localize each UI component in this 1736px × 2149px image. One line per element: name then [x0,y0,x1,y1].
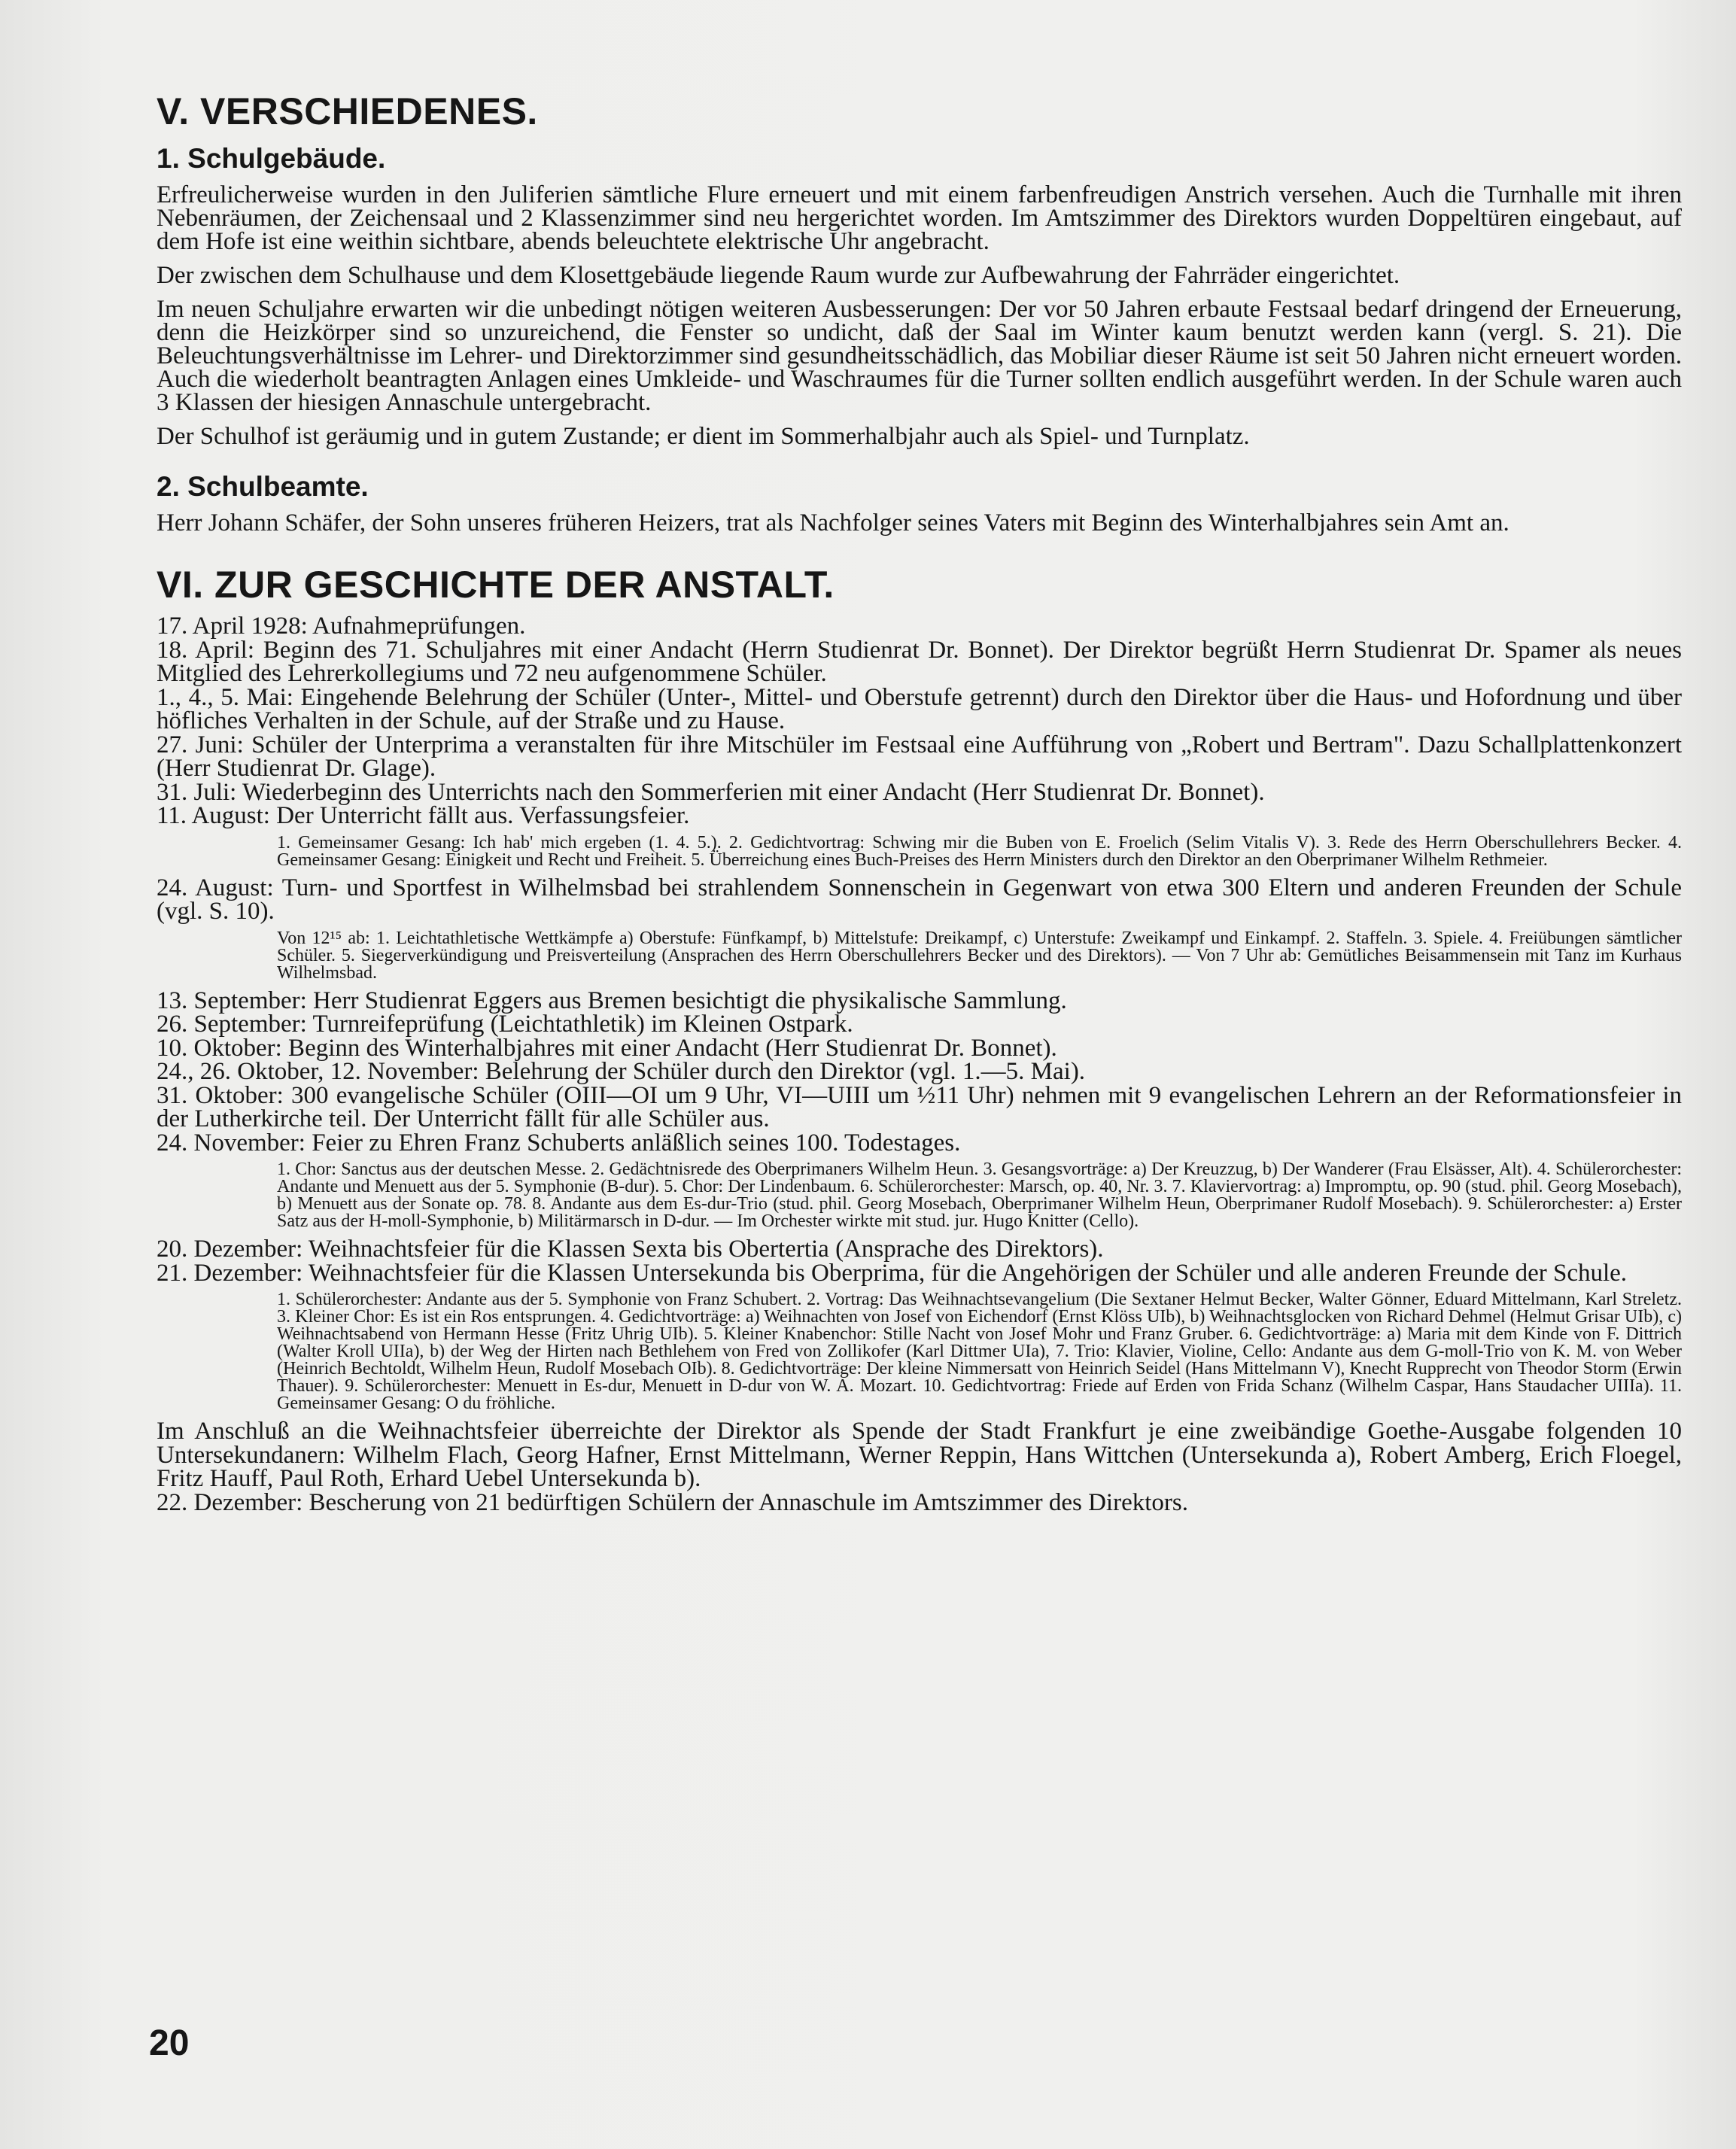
chronicle-entry: 31. Juli: Wiederbeginn des Unterrichts nach den Sommerferien mit einer Andacht (Herr Studienrat Dr. Bonnet). [157,778,1265,806]
subsection-schulgebaeude-title: 1. Schulgebäude. [157,143,386,174]
program-verfassungsfeier: 1. Gemeinsamer Gesang: Ich hab' mich ergeben (1. 4. 5.). 2. Gedichtvortrag: Schwing mir die Buben von E. Froelich (Selim Vitalis V). 3. Rede des Herrn Oberschullehrers Becker. 4. Gemeinsamer Gesang: Einigkeit und Recht und Freiheit. 5. Überreichung eines Buch-Preises des Herrn Ministers durch den Direktor an den Oberprimaner Wilhelm Rethmeier. [277,832,1682,870]
chronicle-entry: 31. Oktober: 300 evangelische Schüler (OIII—OI um 9 Uhr, VI—UIII um ½11 Uhr) nehmen mit 9 evangelischen Lehrern an der Reformationsfeier in der Lutherkirche teil. Der Unterricht fällt für alle Schüler aus. [157,1081,1682,1132]
chronicle-entry: 20. Dezember: Weihnachtsfeier für die Klassen Sexta bis Obertertia (Ansprache des Direktors). [157,1236,1104,1263]
chronicle-entry: 24. November: Feier zu Ehren Franz Schuberts anläßlich seines 100. Todestages. [157,1129,961,1157]
chronicle-entry: 1., 4., 5. Mai: Eingehende Belehrung der Schüler (Unter-, Mittel- und Oberstufe getrennt) durch den Direktor über die Haus- und Hofordnung und über höfliches Verhalten in der Schule, auf der Straße und zu Hause. [157,683,1682,734]
chronicle [157,612,1682,1516]
subsection-schulbeamte-title: 2. Schulbeamte. [157,471,369,502]
paragraph: Erfreulicherweise wurden in den Juliferien sämtliche Flure erneuert und mit einem farbenfreudigen Anstrich versehen. Auch die Turnhalle mit ihren Nebenräumen, der Zeichensaal und 2 Klassenzimmer sind neu hergerichtet worden. Im Amtszimmer des Direktors wurden Doppeltüren eingebaut, auf dem Hofe ist eine weithin sichtbare, abends beleuchtete elektrische Uhr angebracht. [157,181,1682,255]
section-5-title: V. VERSCHIEDENES. [157,90,538,132]
paragraph: Herr Johann Schäfer, der Sohn unseres früheren Heizers, trat als Nachfolger seines Vaters mit Beginn des Winterhalbjahres sein Amt an. [157,509,1509,536]
page-number: 20 [149,2023,190,2063]
chronicle-entry: 21. Dezember: Weihnachtsfeier für die Klassen Untersekunda bis Oberprima, für die Angehörigen der Schüler und alle anderen Freunde der Schule. [157,1259,1628,1287]
paragraph: Der Schulhof ist geräumig und in gutem Zustande; er dient im Sommerhalbjahr auch als Spiel- und Turnplatz. [157,423,1250,450]
program-sportfest: Von 12¹⁵ ab: 1. Leichtathletische Wettkämpfe a) Oberstufe: Fünfkampf, b) Mittelstufe: Dreikampf, c) Unterstufe: Zweikampf und Einkampf. 2. Staffeln. 3. Spiele. 4. Freiübungen sämtlicher Schüler. 5. Siegerverkündigung und Preisverteilung (Ansprachen des Herrn Oberschullehrers Becker und des Direktors). — Von 7 Uhr ab: Gemütliches Beisammensein mit Tanz im Kurhaus Wilhelmsbad. [277,928,1682,983]
chronicle-entry: 24., 26. Oktober, 12. November: Belehrung der Schüler durch den Direktor (vgl. 1.—5. Mai). [157,1058,1086,1085]
chronicle-entry: 26. September: Turnreifeprüfung (Leichtathletik) im Kleinen Ostpark. [157,1011,853,1038]
chronicle-entry: 10. Oktober: Beginn des Winterhalbjahres mit einer Andacht (Herr Studienrat Dr. Bonnet). [157,1034,1057,1062]
chronicle-entry: Im Anschluß an die Weihnachtsfeier überreichte der Direktor als Spende der Stadt Frankfurt je eine zweibändige Goethe-Ausgabe folgenden 10 Untersekundanern: Wilhelm Flach, Georg Hafner, Ernst Mittelmann, Werner Reppin, Hans Wittchen (Untersekunda a), Robert Amberg, Erich Floegel, Fritz Hauff, Paul Roth, Erhard Uebel Untersekunda b). [157,1418,1682,1492]
paragraph: Im neuen Schuljahre erwarten wir die unbedingt nötigen weiteren Ausbesserungen: Der vor 50 Jahren erbaute Festsaal bedarf dringend der Erneuerung, denn die Heizkörper sind so unzureichend, die Fenster so undicht, daß der Saal im Winter kaum benutzt werden kann (vergl. S. 21). Die Beleuchtungsverhältnisse im Lehrer- und Direktorzimmer sind gesundheitsschädlich, das Mobiliar dieser Räume ist seit 50 Jahren nicht erneuert worden. Auch die wiederholt beantragten Anlagen eines Umkleide- und Waschraumes für die Turner sollten endlich ausgeführt werden. In der Schule waren auch 3 Klassen der hiesigen Annaschule untergebracht. [157,296,1682,416]
program-schubert-feier: 1. Chor: Sanctus aus der deutschen Messe. 2. Gedächtnisrede des Oberprimaners Wilhelm Heun. 3. Gesangsvorträge: a) Der Kreuzzug, b) Der Wanderer (Frau Elsässer, Alt). 4. Schülerorchester: Andante und Menuett aus der 5. Symphonie (B-dur). 5. Chor: Der Lindenbaum. 6. Schülerorchester: Marsch, op. 40, Nr. 3. 7. Klaviervortrag: a) Impromptu, op. 90 (stud. phil. Georg Mosebach), b) Menuett aus der Sonate op. 78. 8. Andante aus dem Es-dur-Trio (stud. phil. Georg Mosebach, Oberprimaner Wilhelm Heun, Oberprimaner Rudolf Mosebach). 9. Schülerorchester: a) Erster Satz aus der H-moll-Symphonie, b) Militärmarsch in D-dur. — Im Orchester wirkte mit stud. jur. Hugo Knitter (Cello). [277,1160,1682,1231]
chronicle-entry: 24. August: Turn- und Sportfest in Wilhelmsbad bei strahlendem Sonnenschein in Gegenwart von etwa 300 Eltern und anderen Freunden der Schule (vgl. S. 10). [157,874,1682,925]
chronicle-entry: 18. April: Beginn des 71. Schuljahres mit einer Andacht (Herrn Studienrat Dr. Bonnet). Der Direktor begrüßt Herrn Studienrat Dr. Spamer als neues Mitglied des Lehrerkollegiums und 72 neu aufgenommene Schüler. [157,636,1682,687]
chronicle-entry: 11. August: Der Unterricht fällt aus. Verfassungsfeier. [157,802,690,829]
section-6-title: VI. ZUR GESCHICHTE DER ANSTALT. [157,564,835,606]
chronicle-entry: 27. Juni: Schüler der Unterprima a veranstalten für ihre Mitschüler im Festsaal eine Aufführung von „Robert und Bertram". Dazu Schallplattenkonzert (Herr Studienrat Dr. Glage). [157,731,1682,782]
chronicle-entry: 22. Dezember: Bescherung von 21 bedürftigen Schülern der Annaschule im Amtszimmer des Direktors. [157,1488,1188,1516]
paragraph: Der zwischen dem Schulhause und dem Klosettgebäude liegende Raum wurde zur Aufbewahrung der Fahrräder eingerichtet. [157,262,1400,289]
chronicle-entry: 17. April 1928: Aufnahmeprüfungen. [157,612,526,640]
chronicle-entry: 13. September: Herr Studienrat Eggers aus Bremen besichtigt die physikalische Sammlung. [157,986,1067,1014]
program-weihnachtsfeier: 1. Schülerorchester: Andante aus der 5. Symphonie von Franz Schubert. 2. Vortrag: Das Weihnachtsevangelium (Die Sextaner Helmut Becker, Walter Gönner, Eduard Mittelmann, Karl Streletz. 3. Kleiner Chor: Es ist ein Ros entsprungen. 4. Gedichtvorträge: a) Weihnachten von Josef von Eichendorf (Ernst Klöss UIb), b) Weihnachtsglocken von Richard Dehmel (Helmut Grisar UIb), c) Weihnachtsabend von Hermann Hesse (Fritz Uhrig UIb). 5. Kleiner Knabenchor: Stille Nacht von Josef Mohr und Franz Gruber. 6. Gedichtvorträge: a) Maria mit dem Kinde von F. Dittrich (Walter Kroll UIIa), b) der Weg der Hirten nach Bethlehem von Fred von Zollikofer (Karl Dittmer UIa), 7. Trio: Klavier, Violine, Cello: Andante aus dem G-moll-Trio von K. M. von Weber (Heinrich Bechtoldt, Wilhelm Heun, Rudolf Mosebach OIb). 8. Gedichtvorträge: Der kleine Nimmersatt von Heinrich Seidel (Hans Mittelmann V), Knecht Rupprecht von Theodor Storm (Erwin Thauer). 9. Schülerorchester: Menuett in Es-dur, Menuett in D-dur von W. A. Mozart. 10. Gedichtvortrag: Friede auf Erden von Frida Schanz (Wilhelm Caspar, Hans Staudacher UIIIa). 11. Gemeinsamer Gesang: O du fröhliche. [277,1290,1682,1413]
